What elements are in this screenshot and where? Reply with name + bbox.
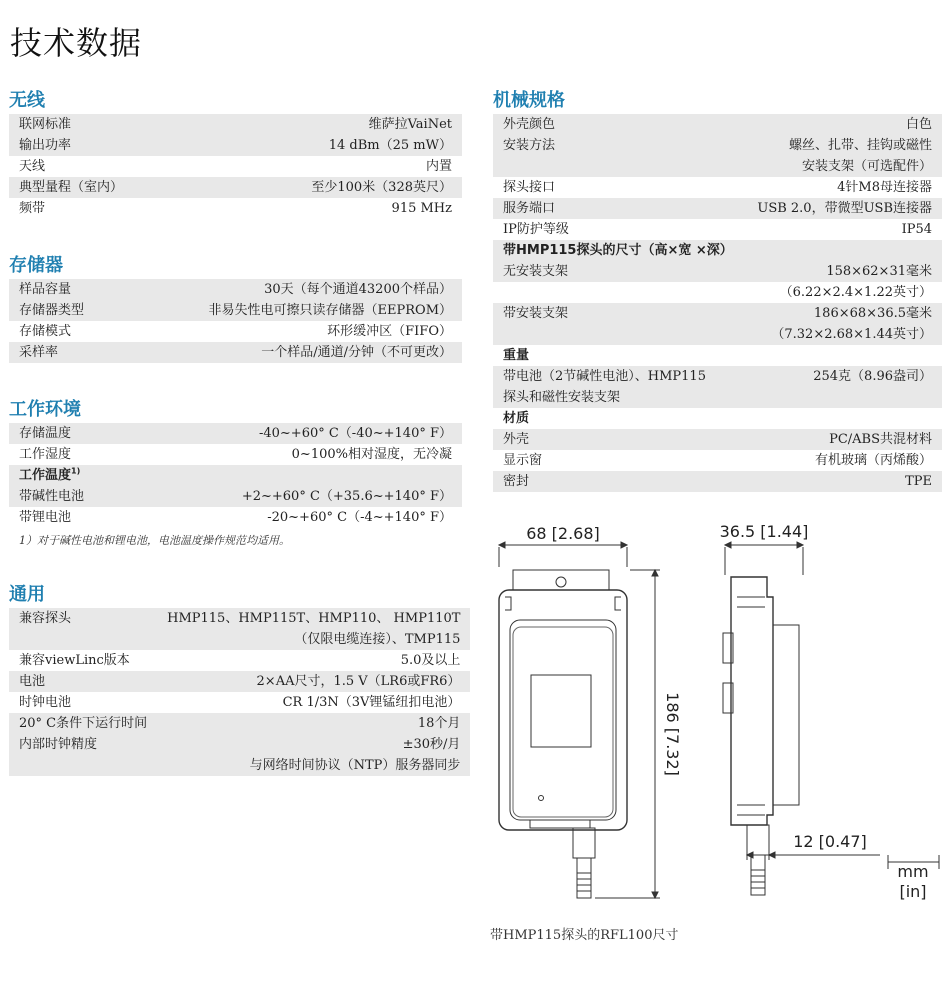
unit-label-in: [in] [899,882,927,901]
table-row: 带碱性电池 +2~+60° C（+35.6~+140° F） [9,486,462,507]
section-heading-wireless: 无线 [9,90,45,111]
probe-filter-side [751,870,765,888]
memory-table [9,279,462,363]
table-row: 采样率 一个样品/通道/分钟（不可更改） [9,342,462,363]
section-heading-mechanical: 机械规格 [493,90,565,111]
table-row: 存储温度 -40~+60° C（-40~+140° F） [9,423,462,444]
sub-heading-material: 材质 [503,411,530,426]
table-row: 样品容量 30天（每个通道43200个样品） [9,279,462,300]
probe-body [577,858,591,898]
table-row: IP防护等级 IP54 [503,222,932,237]
table-row: 探头和磁性安装支架 [493,387,942,408]
sub-heading-row [9,465,462,486]
table-row: 兼容探头 HMP115、HMP115T、HMP110、 HMP110T [9,608,470,629]
probe-neck-side [747,825,769,855]
unit-label-mm: mm [897,862,929,881]
probe-filter [577,873,591,891]
device-body-side [731,577,773,825]
footnote: 1）对于碱性电池和锂电池，电池温度操作规范均适用。 [19,534,290,547]
table-row: 显示窗 有机玻璃（丙烯酸） [503,453,932,468]
table-row: 20° C条件下运行时间 18个月 [9,713,470,734]
table-row: 外壳颜色 白色 [493,114,942,135]
probe-body-side [751,855,765,895]
table-row: （仅限电缆连接）、TMP115 [9,629,470,650]
sub-heading-row [493,345,942,366]
side-bracket-lines [737,597,765,815]
device-body-front [499,590,627,830]
footnote-marker: 1) [71,466,81,476]
probe-neck [573,828,595,858]
environment-table [9,423,462,528]
table-row: 与网络时间协议（NTP）服务器同步 [9,755,470,776]
sub-heading-operating-temp: 工作温度 [19,468,72,483]
table-row: 密封 TPE [493,471,942,492]
sub-heading-row [493,240,942,261]
mount-hole [556,577,566,587]
table-row: 存储器类型 非易失性电可擦只读存储器（EEPROM） [9,300,462,321]
table-row: （6.22×2.4×1.22英寸） [779,285,932,300]
dim-label-depth: 36.5 [1.44] [719,522,809,541]
page-title: 技术数据 [10,24,143,62]
table-row: 外壳 PC/ABS共混材料 [493,429,942,450]
section-heading-general: 通用 [9,584,45,605]
table-row: 带锂电池 -20~+60° C（-4~+140° F） [19,510,452,525]
left-column [9,88,462,776]
table-row: 带电池（2节碱性电池）、HMP115 254克（8.96盎司） [493,366,942,387]
table-row: 安装方法 螺丝、扎带、挂钩或磁性 [493,135,942,156]
mechanical-table [493,114,942,492]
sub-heading-weight: 重量 [503,348,530,363]
table-row: 频带 915 MHz [19,201,452,216]
display-window [531,675,591,747]
section-heading-environment: 工作环境 [9,399,81,420]
dim-label-width: 68 [2.68] [526,524,600,543]
dim-label-height: 186 [7.32] [663,692,682,776]
table-row: 天线 内置 [19,159,452,174]
table-row: 时钟电池 CR 1/3N（3V锂锰纽扣电池） [19,695,461,710]
table-row: 安装支架（可选配件） [493,156,942,177]
table-row: 电池 2×AA尺寸，1.5 V（LR6或FR6） [9,671,470,692]
table-row: 存储模式 环形缓冲区（FIFO） [19,324,452,339]
table-row: 带安装支架 186×68×36.5毫米 [493,303,942,324]
side-housing [773,625,799,805]
front-panel-inner [513,627,613,817]
dim-label-probe: 12 [0.47] [793,832,867,851]
general-table [9,608,470,776]
table-row: 联网标准 维萨拉VaiNet [9,114,462,135]
drawing-caption: 带HMP115探头的RFL100尺寸 [490,928,679,943]
bracket-clips [505,597,621,610]
sub-heading-row [493,408,942,429]
table-row: 内部时钟精度 ±30秒/月 [9,734,470,755]
table-row: 探头接口 4针M8母连接器 [503,180,932,195]
table-row: 典型量程（室内） 至少100米（328英尺） [9,177,462,198]
table-row: 无安装支架 158×62×31毫米 [493,261,942,282]
dimension-drawing [485,515,947,910]
sub-heading-dimensions: 带HMP115探头的尺寸（高×宽 ×深） [493,240,942,261]
table-row: 服务端口 USB 2.0，带微型USB连接器 [493,198,942,219]
bottom-cap [530,820,590,828]
front-panel [510,620,616,820]
table-row: （7.32×2.68×1.44英寸） [493,324,942,345]
section-heading-memory: 存储器 [9,255,63,276]
table-row: 输出功率 14 dBm（25 mW） [9,135,462,156]
led-indicator [539,796,544,801]
wireless-table [9,114,462,219]
table-row: 兼容viewLinc版本 5.0及以上 [19,653,461,668]
right-column [493,88,942,492]
table-row: 工作湿度 0~100%相对湿度，无冷凝 [19,447,452,462]
